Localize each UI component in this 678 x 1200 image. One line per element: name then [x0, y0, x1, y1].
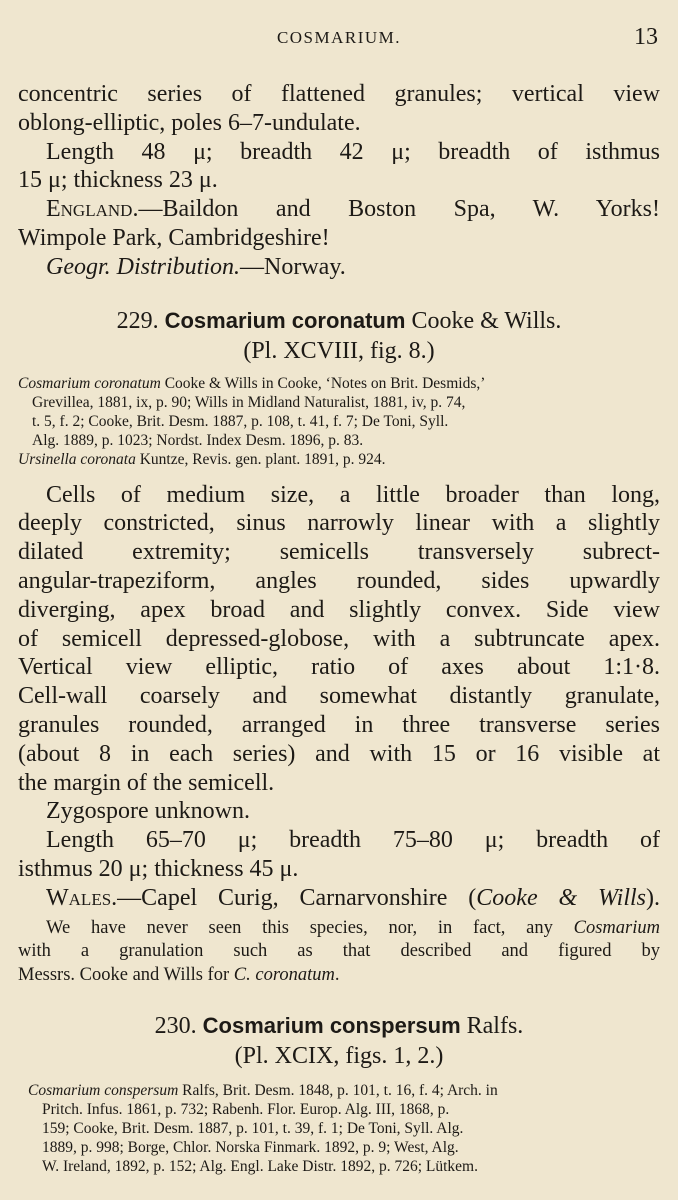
running-head: [0, 22, 678, 56]
species-230-heading: [18, 1011, 660, 1041]
note-line: with a granulation such as that described and figured by: [18, 941, 660, 962]
synonymy-line: 159; Cooke, Brit. Desm. 1887, p. 101, t. 39, f. 1; De Toni, Syll. Alg.: [42, 1120, 464, 1138]
species-author: Cooke & Wills.: [411, 307, 562, 334]
species-229-zygospore: Zygospore unknown.: [46, 798, 250, 825]
species-229-description: [18, 481, 660, 798]
intro-dims-2: 15 μ; thickness 23 μ.: [18, 167, 218, 194]
locality-text: .—Baildon and Boston Spa, W. Yorks!: [132, 196, 660, 223]
species-name: Cosmarium coronatum: [164, 307, 406, 333]
note-line: Messrs. Cooke and Wills for C. coronatum.: [18, 964, 340, 985]
species-229-plate: (Pl. XCVIII, fig. 8.): [243, 337, 435, 364]
description-line: Cells of medium size, a little broader than long,: [46, 481, 660, 508]
intro-geogr: [18, 253, 660, 282]
page-number: 13: [634, 24, 658, 50]
locality-country: England: [46, 196, 133, 223]
description-line: of semicell depressed-globose, with a subtruncate apex.: [18, 625, 660, 652]
geogr-label: Geogr. Distribution.: [46, 253, 241, 280]
note-line: We have never seen this species, nor, in fact, any Cosmarium: [46, 917, 660, 938]
intro-locality-1: [18, 195, 660, 224]
page-body: [18, 80, 660, 1176]
species-author: Ralfs.: [466, 1013, 524, 1040]
synonymy-line: Pritch. Infus. 1861, p. 732; Rabenh. Flor. Europ. Alg. III, 1868, p.: [42, 1101, 450, 1119]
synonymy-line: Grevillea, 1881, ix, p. 90; Wills in Midland Naturalist, 1881, iv, p. 74,: [32, 393, 466, 411]
synonymy-line: 1889, p. 998; Borge, Chlor. Norska Finmark. 1892, p. 9; West, Alg.: [42, 1139, 459, 1157]
intro-locality-2: Wimpole Park, Cambridgeshire!: [18, 224, 330, 251]
species-229-heading: [18, 306, 660, 336]
intro-line-1: concentric series of flattened granules; vertical view: [18, 81, 660, 107]
intro-dims-1: Length 48 μ; breadth 42 μ; breadth of isthmus: [46, 138, 660, 165]
species-229-locality: Wales.—Capel Curig, Carnarvonshire (Cooke & Wills).: [46, 884, 660, 911]
description-line: Cell-wall coarsely and somewhat distantly granulate,: [18, 683, 660, 710]
species-229-dims-1: Length 65–70 μ; breadth 75–80 μ; breadth of: [46, 827, 660, 854]
species-number: 229.: [116, 307, 159, 334]
running-title: COSMARIUM.: [276, 28, 402, 47]
synonymy-line: Ursinella coronata Kuntze, Revis. gen. plant. 1891, p. 924.: [18, 450, 386, 468]
geogr-value: —Norway.: [240, 253, 346, 280]
species-229-note: [18, 917, 660, 988]
species-number: 230.: [154, 1013, 197, 1040]
description-line: granules rounded, arranged in three transverse series: [18, 711, 660, 738]
synonymy-line: W. Ireland, 1892, p. 152; Alg. Engl. Lake Distr. 1892, p. 726; Lütkem.: [42, 1158, 478, 1176]
synonymy-line: t. 5, f. 2; Cooke, Brit. Desm. 1887, p. 108, t. 41, f. 7; De Toni, Syll.: [32, 412, 449, 430]
synonymy-line: Alg. 1889, p. 1023; Nordst. Index Desm. 1896, p. 83.: [32, 431, 364, 449]
locality-authors: Cooke & Wills: [476, 884, 646, 911]
description-line: angular-trapeziform, angles rounded, sides upwardly: [18, 567, 660, 594]
description-line: Vertical view elliptic, ratio of axes about 1:1·8.: [18, 654, 660, 681]
description-line: deeply constricted, sinus narrowly linear with a slightly: [18, 510, 660, 537]
species-name: Cosmarium conspersum: [202, 1013, 461, 1039]
intro-line-2: oblong-elliptic, poles 6–7-undulate.: [18, 109, 361, 136]
species-229-dims-2: isthmus 20 μ; thickness 45 μ.: [18, 855, 299, 882]
description-line: diverging, apex broad and slightly convex. Side view: [18, 596, 660, 623]
synonymy-line: Cosmarium coronatum Cooke & Wills in Cooke, ‘Notes on Brit. Desmids,’: [18, 374, 486, 392]
species-229-synonymy: [18, 374, 660, 469]
description-line: (about 8 in each series) and with 15 or 16 visible at: [18, 740, 660, 767]
species-230-plate: (Pl. XCIX, figs. 1, 2.): [234, 1043, 444, 1070]
synonymy-line: Cosmarium conspersum Ralfs, Brit. Desm. 1848, p. 101, t. 16, f. 4; Arch. in: [28, 1082, 498, 1100]
species-230-synonymy: [28, 1081, 660, 1176]
description-line: the margin of the semicell.: [18, 769, 275, 796]
description-line: dilated extremity; semicells transversely subrect-: [18, 539, 660, 566]
locality-country: Wales: [46, 884, 112, 911]
